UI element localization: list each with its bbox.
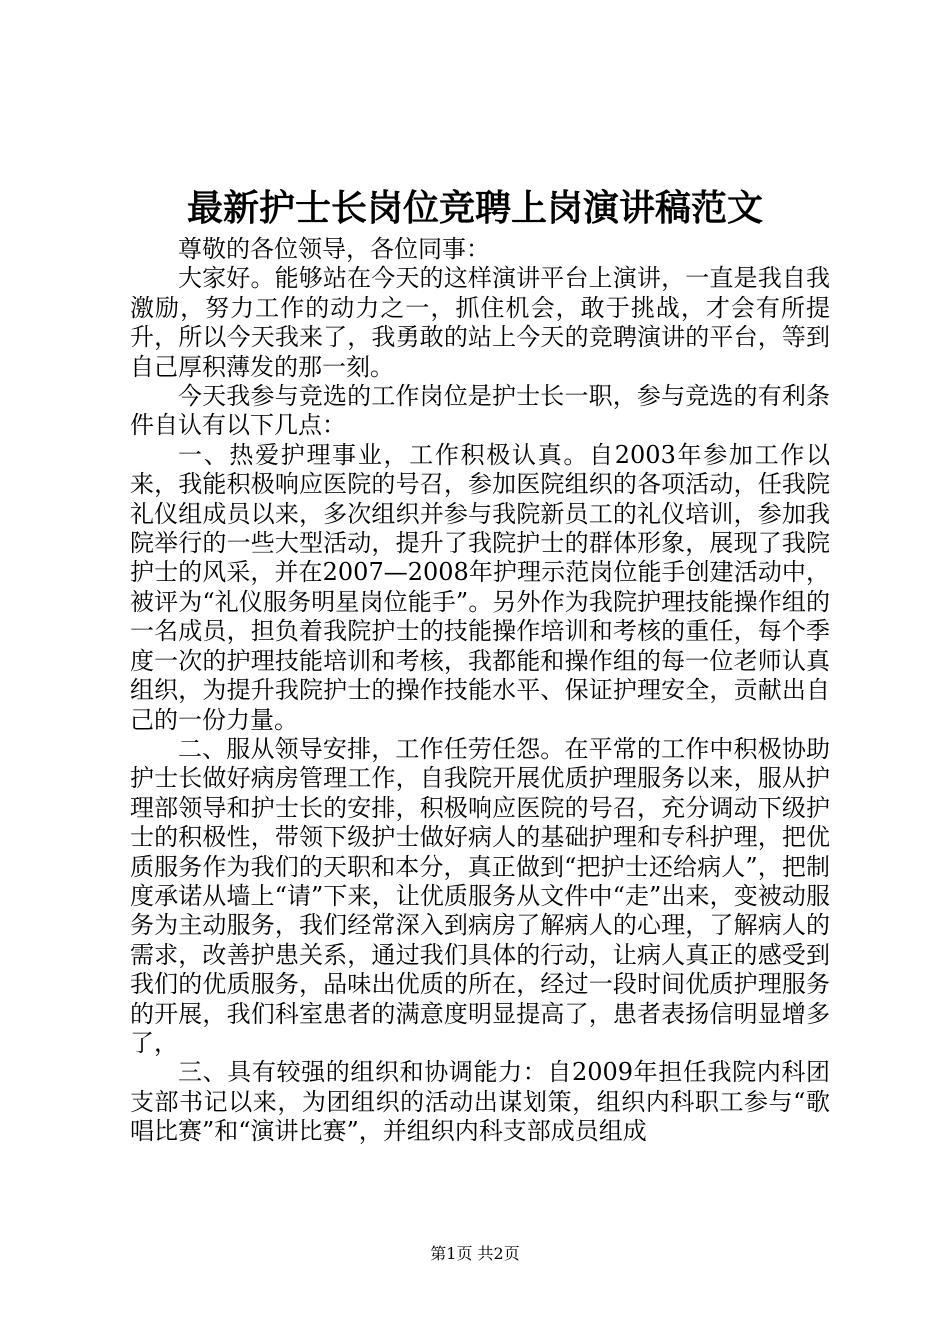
point-three-paragraph: 三、具有较强的组织和协调能力：自2009年担任我院内科团支部书记以来，为团组织的活动出谋划策，组织内科职工参与“歌唱比赛”和“演讲比赛”，并组织内科支部成员组成 (130, 1058, 830, 1146)
point-two-paragraph: 二、服从领导安排，工作任劳任怨。在平常的工作中积极协助护士长做好病房管理工作，自我院开展优质护理服务以来，服从护理部领导和护士长的安排，积极响应医院的号召，充分调动下级护士的积极性，带领下级护士做好病人的基础护理和专科护理，把优质服务作为我们的天职和本分，真正做到“把护士还给病人”，把制度承诺从墙上“请”下来，让优质服务从文件中“走”出来，变被动服务为主动服务，我们经常深入到病房了解病人的心理，了解病人的需求，改善护患关系，通过我们具体的行动，让病人真正的感受到我们的优质服务，品味出优质的所在，经过一段时间优质护理服务的开展，我们科室患者的满意度明显提高了，患者表扬信明显增多了， (130, 734, 830, 1057)
point-one-paragraph: 一、热爱护理事业，工作积极认真。自2003年参加工作以来，我能积极响应医院的号召，参加医院组织的各项活动，任我院礼仪组成员以来，多次组织并参与我院新员工的礼仪培训，参加我院举行的一些大型活动，提升了我院护士的群体形象，展现了我院护士的风采，并在2007—2008年护理示范岗位能手创建活动中，被评为“礼仪服务明星岗位能手”。另外作为我院护理技能操作组的一名成员，担负着我院护士的技能操作培训和考核的重任，每个季度一次的护理技能培训和考核，我都能和操作组的每一位老师认真组织，为提升我院护士的操作技能水平、保证护理安全，贡献出自己的一份力量。 (130, 440, 830, 734)
page-footer: 第1页 共2页 (430, 1244, 520, 1263)
salutation-paragraph: 尊敬的各位领导，各位同事： (178, 235, 490, 263)
document-title: 最新护士长岗位竞聘上岗演讲稿范文 (186, 187, 763, 229)
opening-paragraph: 大家好。能够站在今天的这样演讲平台上演讲，一直是我自我激励，努力工作的动力之一，抓住机会，敢于挑战，才会有所提升，所以今天我来了，我勇敢的站上今天的竞聘演讲的平台，等到自己厚积薄发的那一刻。 (130, 264, 830, 381)
intro-paragraph: 今天我参与竞选的工作岗位是护士长一职，参与竞选的有利条件自认有以下几点： (130, 382, 830, 440)
document-body (130, 235, 830, 1147)
